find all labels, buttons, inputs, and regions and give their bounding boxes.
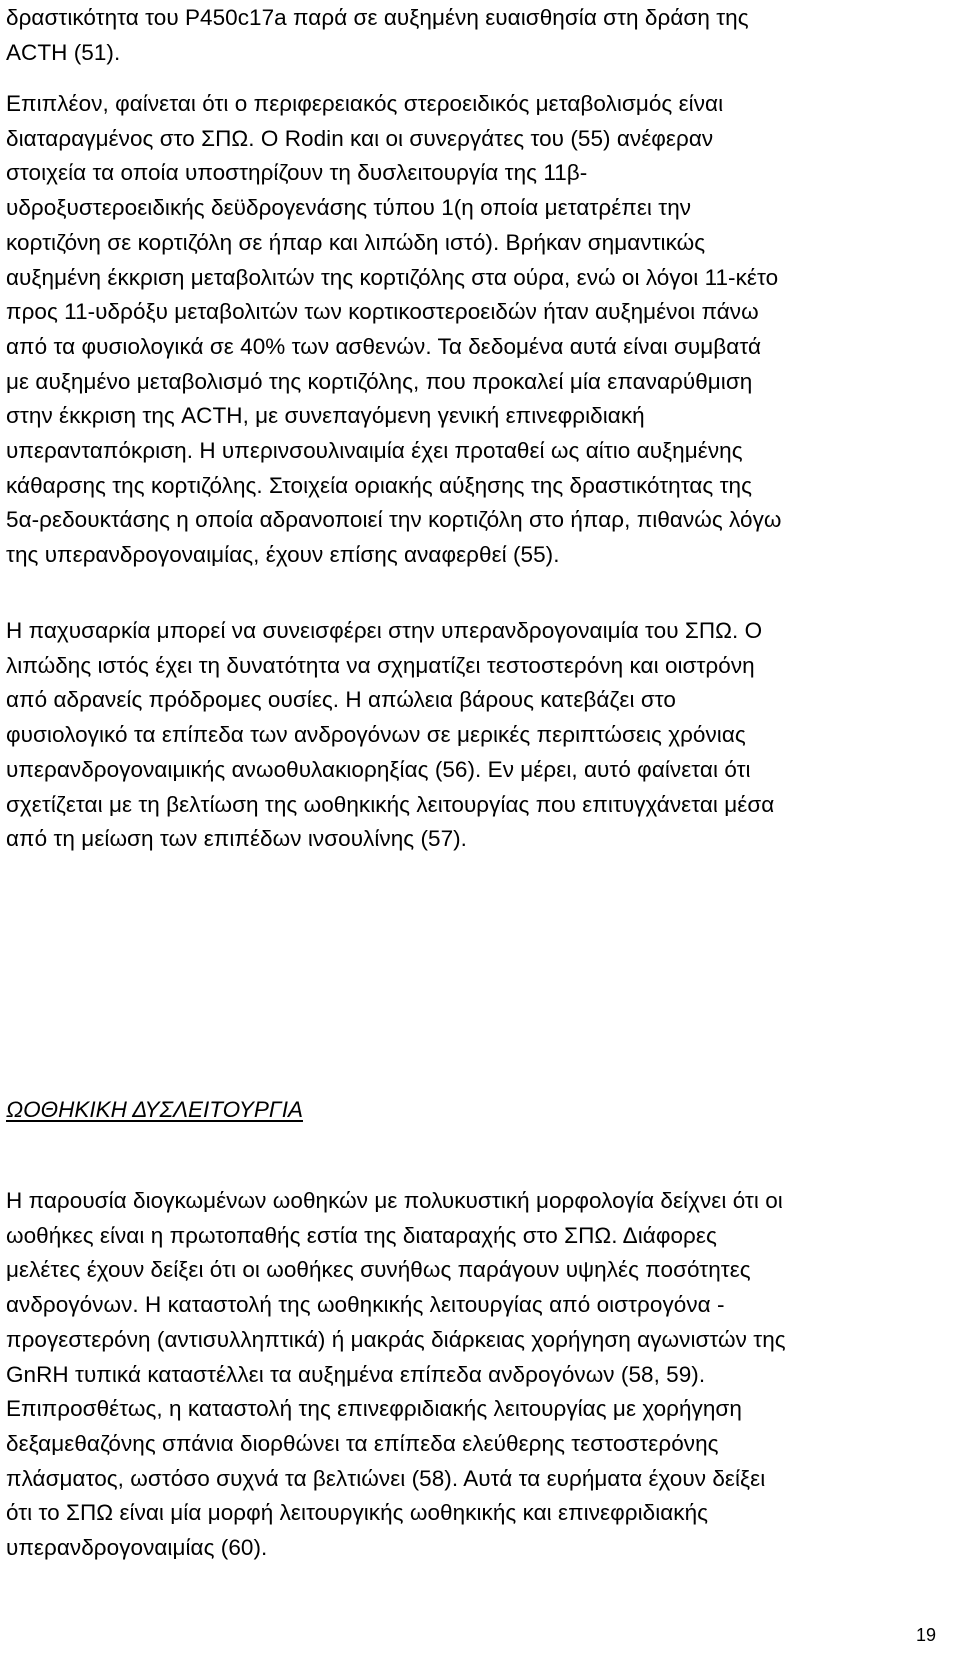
text-line: φυσιολογικό τα επίπεδα των ανδρογόνων σε μερικές περιπτώσεις χρόνιας: [6, 722, 746, 748]
text-line: ACTH (51).: [6, 39, 121, 65]
text-line: στοιχεία τα οποία υποστηρίζουν τη δυσλειτουργία της 11β-: [6, 160, 588, 186]
page-number: 19: [915, 1625, 936, 1645]
text-line: ότι το ΣΠΩ είναι μία μορφή λειτουργικής ωοθηκικής και επινεφριδιακής: [6, 1500, 709, 1526]
text-line: δεξαμεθαζόνης σπάνια διορθώνει τα επίπεδα ελεύθερης τεστοστερόνης: [6, 1430, 719, 1456]
text-line: από τα φυσιολογικά σε 40% των ασθενών. Τα δεδομένα αυτά είναι συμβατά: [6, 333, 762, 359]
text-line: κορτιζόνη σε κορτιζόλη σε ήπαρ και λιπώδη ιστό). Βρήκαν σημαντικώς: [6, 229, 706, 255]
text-line: μελέτες έχουν δείξει ότι οι ωοθήκες συνήθως παράγουν υψηλές ποσότητες: [6, 1257, 751, 1283]
text-line: υδροξυστεροειδικής δεϋδρογενάσης τύπου 1(η οποία μετατρέπει την: [6, 195, 692, 221]
text-line: υπερανδρογοναιμίας (60).: [6, 1535, 268, 1561]
text-line: αυξημένη έκκριση μεταβολιτών της κορτιζόλης στα ούρα, ενώ οι λόγοι 11-κέτο: [6, 264, 779, 290]
paragraph-peripheral-steroid-metabolism: [6, 87, 946, 573]
text-line: ανδρογόνων. Η καταστολή της ωοθηκικής λειτουργίας από οιστρογόνα -: [6, 1292, 725, 1318]
paragraph-p450-acth: [6, 1, 946, 70]
text-line: από αδρανείς πρόδρομες ουσίες. Η απώλεια βάρους κατεβάζει στο: [6, 687, 676, 713]
text-line: διαταραγμένος στο ΣΠΩ. Ο Rodin και οι συνεργάτες του (55) ανέφεραν: [6, 125, 714, 151]
text-line: της υπερανδρογοναιμίας, έχουν επίσης αναφερθεί (55).: [6, 542, 560, 568]
text-line: με αυξημένο μεταβολισμό της κορτιζόλης, που προκαλεί μία επαναρύθμιση: [6, 368, 753, 394]
text-line: σχετίζεται με τη βελτίωση της ωοθηκικής λειτουργίας που επιτυγχάνεται μέσα: [6, 791, 775, 817]
text-line: ωοθήκες είναι η πρωτοπαθής εστία της διαταραχής στο ΣΠΩ. Διάφορες: [6, 1222, 717, 1248]
text-line: λιπώδης ιστός έχει τη δυνατότητα να σχηματίζει τεστοστερόνη και οιστρόνη: [6, 652, 755, 678]
text-line: Η παρουσία διογκωμένων ωοθηκών με πολυκυστική μορφολογία δείχνει ότι οι: [6, 1188, 783, 1213]
text-line: προς 11-υδρόξυ μεταβολιτών των κορτικοστεροειδών ήταν αυξημένοι πάνω: [6, 299, 759, 325]
text-line: στην έκκριση της ACTH, με συνεπαγόμενη γενική επινεφριδιακή: [6, 403, 645, 429]
text-line: 5α-ρεδουκτάσης η οποία αδρανοποιεί την κορτιζόλη στο ήπαρ, πιθανώς λόγω: [6, 507, 782, 533]
text-line: υπερανταπόκριση. Η υπερινσουλιναιμία έχει προταθεί ως αίτιο αυξημένης: [6, 438, 743, 464]
text-line: Επιπροσθέτως, η καταστολή της επινεφριδιακής λειτουργίας με χορήγηση: [6, 1396, 742, 1422]
text-line: δραστικότητα του P450c17a παρά σε αυξημένη ευαισθησία στη δράση της: [6, 5, 749, 30]
text-line: από τη μείωση των επιπέδων ινσουλίνης (57).: [6, 826, 467, 852]
text-line: κάθαρσης της κορτιζόλης. Στοιχεία οριακής αύξησης της δραστικότητας της: [6, 472, 752, 498]
text-line: υπερανδρογοναιμικής ανωοθυλακιορηξίας (56). Εν μέρει, αυτό φαίνεται ότι: [6, 756, 751, 782]
text-line: προγεστερόνη (αντισυλληπτικά) ή μακράς διάρκειας χορήγηση αγωνιστών της: [6, 1326, 786, 1352]
text-line: πλάσματος, ωστόσο συχνά τα βελτιώνει (58). Αυτά τα ευρήματα έχουν δείξει: [6, 1465, 766, 1491]
text-line: Επιπλέον, φαίνεται ότι ο περιφερειακός στεροειδικός μεταβολισμός είναι: [6, 91, 724, 116]
paragraph-obesity-hyperandrogenemia: [6, 614, 946, 857]
text-line: Η παχυσαρκία μπορεί να συνεισφέρει στην υπερανδρογοναιμία του ΣΠΩ. Ο: [6, 618, 763, 643]
section-heading: ΩΟΘΗΚΙΚΗ ΔΥΣΛΕΙΤΟΥΡΓΙΑ: [6, 1097, 303, 1122]
paragraph-ovarian-dysfunction: [6, 1184, 946, 1566]
text-line: GnRH τυπικά καταστέλλει τα αυξημένα επίπεδα ανδρογόνων (58, 59).: [6, 1361, 706, 1387]
